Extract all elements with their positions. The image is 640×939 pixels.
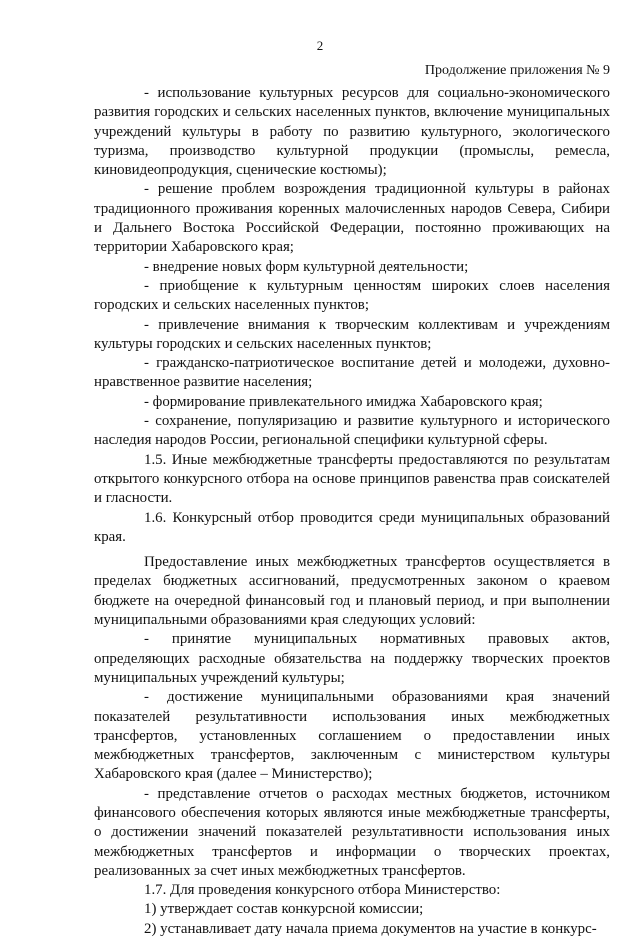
paragraph: - гражданско-патриотическое воспитание детей и молодежи, духовно-нравственное развитие населения;	[94, 355, 610, 391]
paragraph: - внедрение новых форм культурной деятельности;	[144, 258, 469, 275]
page-number: 2	[316, 38, 324, 53]
paragraph: - достижение муниципальными образованиями края значений показателей результативности использования иных межбюджетных трансфертов, установленных соглашением о предоставлении иных межбюджетных трансфертов, заключенным с министерством культуры Хабаровского края (далее – Министерство);	[94, 689, 610, 783]
paragraph: 1.7. Для проведения конкурсного отбора Министерство:	[144, 882, 501, 899]
document-body	[94, 84, 610, 939]
paragraph: - решение проблем возрождения традиционной культуры в районах традиционного проживания коренных малочисленных народов Севера, Сибири и Дальнего Востока Российской Федерации, постоянно проживающих на территории Хабаровского края;	[94, 181, 610, 256]
paragraph: - привлечение внимания к творческим коллективам и учреждениям культуры городских и сельских населенных пунктов;	[94, 316, 610, 352]
paragraph: - сохранение, популяризацию и развитие культурного и исторического наследия народов России, региональной специфики культурной сферы.	[94, 413, 610, 449]
continuation-label: Продолжение приложения № 9	[424, 63, 610, 78]
paragraph: - формирование привлекательного имиджа Хабаровского края;	[144, 393, 543, 410]
paragraph: 2) устанавливает дату начала приема документов на участие в конкурс-	[144, 920, 597, 937]
paragraph: 1) утверждает состав конкурсной комиссии;	[144, 901, 424, 918]
paragraph: - принятие муниципальных нормативных правовых актов, определяющих расходные обязательства на поддержку творческих проектов муниципальных учреждений культуры;	[94, 631, 610, 686]
paragraph: - приобщение к культурным ценностям широких слоев населения городских и сельских населенных пунктов;	[94, 277, 610, 314]
paragraph: 1.5. Иные межбюджетные трансферты предоставляются по результатам открытого конкурсного отбора на основе принципов равенства прав соискателей и гласности.	[94, 451, 610, 507]
paragraph: - использование культурных ресурсов для социально-экономического развития городских и сельских населенных пунктов, включение муниципальных учреждений культуры в работу по развитию культурного, экологического туризма, производство культурной продукции (промыслы, ремесла, киновидеопродукция, сценические костюмы);	[94, 85, 610, 179]
paragraph: 1.6. Конкурсный отбор проводится среди муниципальных образований края.	[94, 509, 610, 545]
paragraph: Предоставление иных межбюджетных трансфертов осуществляется в пределах бюджетных ассигнований, предусмотренных законом о краевом бюджете на очередной финансовый год и плановый период, и при выполнении муниципальными образованиями края следующих условий:	[94, 554, 610, 629]
paragraph: - представление отчетов о расходах местных бюджетов, источником финансового обеспечения которых являются иные межбюджетные трансферты, о достижении значений показателей результативности использования иных межбюджетных трансфертов и информации о творческих проектах, реализованных за счет иных межбюджетных трансфертов.	[94, 785, 610, 879]
